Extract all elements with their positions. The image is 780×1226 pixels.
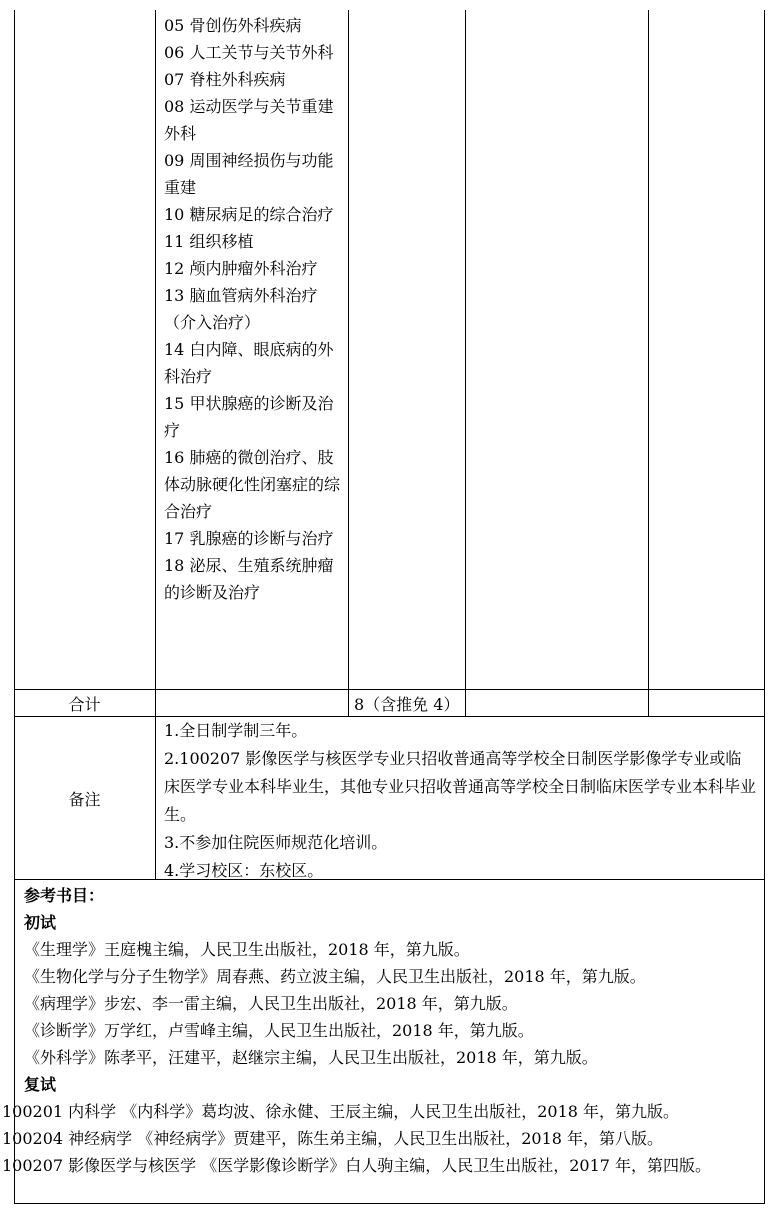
- direction-item: 15 甲状腺癌的诊断及治疗: [164, 394, 334, 440]
- initial-book: 《外科学》陈孝平，汪建平，赵继宗主编，人民卫生出版社，2018 年，第九版。: [24, 1048, 598, 1067]
- retest-book: 100201 内科学 《内科学》葛均波、徐永健、王辰主编，人民卫生出版社，2018 年，第九版。: [2, 1102, 680, 1121]
- direction-item: 07 脊柱外科疾病: [164, 70, 286, 89]
- column-divider-2: [348, 10, 349, 717]
- initial-exam-heading: 初试: [24, 913, 57, 932]
- row-divider-total-top: [14, 689, 765, 690]
- note-item: 2.100207 影像医学与核医学专业只招收普通高等学校全日制医学影像学专业或临床医学专业本科毕业生，其他专业只招收普通高等学校全日制临床医学专业本科毕业生。: [164, 749, 757, 824]
- note-item: 1.全日制学制三年。: [164, 721, 308, 740]
- column-divider-3: [465, 10, 466, 717]
- table-border-left: [14, 10, 15, 1203]
- direction-item: 18 泌尿、生殖系统肿瘤的诊断及治疗: [164, 556, 334, 602]
- retest-book: 100204 神经病学 《神经病学》贾建平，陈生弟主编，人民卫生出版社，2018 年，第八版。: [2, 1129, 664, 1148]
- direction-item: 14 白内障、眼底病的外科治疗: [164, 340, 334, 386]
- reference-books: [2, 882, 764, 1179]
- total-label: 合计: [68, 695, 101, 714]
- direction-item: 13 脑血管病外科治疗（介入治疗）: [164, 286, 318, 332]
- direction-item: 10 糖尿病足的综合治疗: [164, 205, 334, 224]
- direction-item: 09 周围神经损伤与功能重建: [164, 151, 334, 197]
- initial-book: 《生物化学与分子生物学》周春燕、药立波主编，人民卫生出版社，2018 年，第九版。: [24, 967, 646, 986]
- table-border-right: [764, 10, 765, 1203]
- initial-book: 《生理学》王庭槐主编，人民卫生出版社，2018 年，第九版。: [24, 940, 470, 959]
- direction-item: 05 骨创伤外科疾病: [164, 16, 302, 35]
- direction-item: 17 乳腺癌的诊断与治疗: [164, 529, 334, 548]
- notes-list: [164, 717, 756, 885]
- direction-item: 08 运动医学与关节重建外科: [164, 97, 334, 143]
- note-item: 4.学习校区：东校区。: [164, 861, 324, 880]
- direction-item: 16 肺癌的微创治疗、肢体动脉硬化性闭塞症的综合治疗: [164, 448, 341, 521]
- retest-heading: 复试: [24, 1075, 57, 1094]
- direction-item: 06 人工关节与关节外科: [164, 43, 334, 62]
- direction-item: 11 组织移植: [164, 232, 254, 251]
- total-quota: 8（含推免 4）: [354, 695, 460, 714]
- initial-book: 《诊断学》万学红，卢雪峰主编，人民卫生出版社，2018 年，第九版。: [24, 1021, 534, 1040]
- initial-book: 《病理学》步宏、李一雷主编，人民卫生出版社，2018 年，第九版。: [24, 994, 518, 1013]
- retest-book: 100207 影像医学与核医学 《医学影像诊断学》白人驹主编，人民卫生出版社，2017 年，第四版。: [2, 1156, 712, 1175]
- references-heading: 参考书目：: [24, 886, 105, 905]
- table-border-bottom: [14, 1203, 765, 1204]
- direction-item: 12 颅内肿瘤外科治疗: [164, 259, 318, 278]
- column-divider-4: [648, 10, 649, 717]
- notes-label: 备注: [68, 790, 101, 809]
- column-divider-1: [155, 10, 156, 879]
- research-direction-list: [164, 12, 346, 606]
- note-item: 3.不参加住院医师规范化培训。: [164, 833, 388, 852]
